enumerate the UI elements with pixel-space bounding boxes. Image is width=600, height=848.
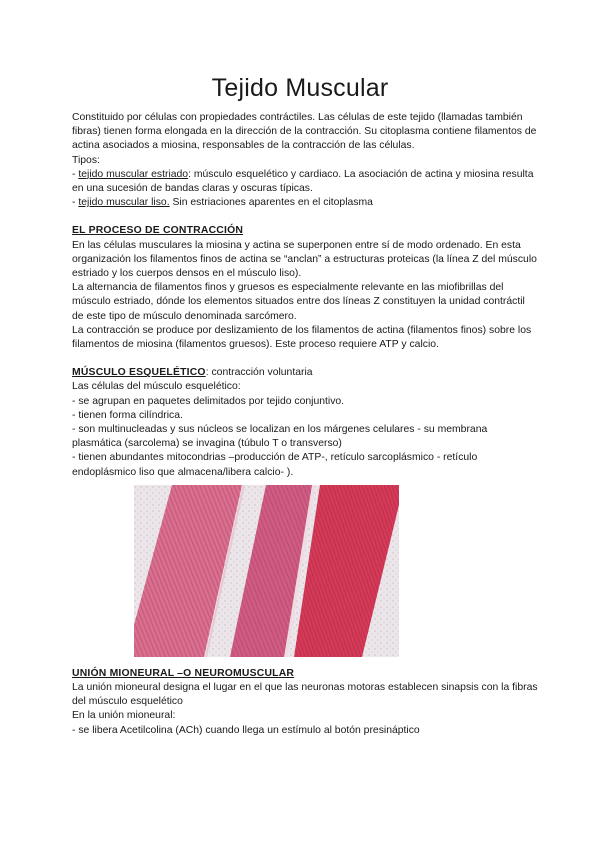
tipos-item-liso xyxy=(72,196,538,210)
contraccion-paragraph-1: En las células musculares la miosina y actina se superponen entre sí de modo ordenado. En esta organización los filamentos finos de actina se “anclan” a estructuras proteicas (la línea Z del músculo estriado y los cuerpos densos en el músculo liso). xyxy=(72,239,537,280)
term-liso: tejido muscular liso. xyxy=(78,197,170,209)
item-prefix: - xyxy=(72,197,79,209)
muscle-micrograph-image xyxy=(134,485,399,657)
term-estriado: tejido muscular estriado xyxy=(78,168,189,180)
intro-paragraph: Constituido por células con propiedades contráctiles. Las células de este tejido (llamadas también fibras) tienen forma elongada en la dirección de la contracción. Su citoplasma contiene filamentos de actina asociados a miosina, responsables de la contracción de las células. xyxy=(72,112,537,152)
union-paragraph-2: En la unión mioneural: xyxy=(72,710,176,722)
tipos-item-estriado xyxy=(72,168,538,196)
contraccion-paragraph-2: La alternancia de filamentos finos y gruesos es especialmente relevante en las miofibrillas del músculo estriado, dónde los elementos situados entre dos líneas Z constituyen la unidad contráctil de este tipo de músculo denominada sarcómero. xyxy=(72,282,525,322)
heading-esqueletico-rest: : contracción voluntaria xyxy=(205,367,313,379)
contraccion-paragraph-3: La contracción se produce por deslizamiento de los filamentos de actina (filamentos finos) sobre los filamentos de miosina (filamentos gruesos). Este proceso requiere ATP y calcio. xyxy=(72,324,532,351)
heading-esqueletico: MÚSCULO ESQUELÉTICO xyxy=(72,367,206,379)
list-item: - son multinucleadas y sus núcleos se localizan en los márgenes celulares - su membrana plasmática (sarcolema) se invagina (túbulo T o transverso) xyxy=(72,424,488,450)
item-text: Sin estriaciones aparentes en el citoplasma xyxy=(169,197,373,209)
list-item: - se agrupan en paquetes delimitados por tejido conjuntivo. xyxy=(72,395,345,407)
esqueletico-intro: Las células del músculo esquelético: xyxy=(72,381,241,393)
list-item: - se libera Acetilcolina (ACh) cuando llega un estímulo al botón presináptico xyxy=(72,724,420,736)
esqueletico-heading-line xyxy=(72,366,538,380)
item-prefix: - xyxy=(72,168,79,180)
document-body xyxy=(72,111,538,738)
union-paragraph-1: La unión mioneural designa el lugar en el que las neuronas motoras establecen sinapsis con la fibras del músculo esquelético xyxy=(72,682,538,708)
list-item: - tienen forma cilíndrica. xyxy=(72,409,183,421)
muscle-micrograph-drawing xyxy=(134,485,399,657)
page-title: Tejido Muscular xyxy=(211,74,389,102)
heading-union: UNIÓN MIONEURAL –O NEUROMUSCULAR xyxy=(72,667,295,679)
tipos-label: Tipos: xyxy=(72,154,100,166)
item-text: : músculo esquelético y cardiaco. La asociación de actina y miosina resulta en una sucesión de bandas claras y oscuras típicas. xyxy=(72,168,534,195)
list-item: - tienen abundantes mitocondrias –producción de ATP-, retículo sarcoplásmico - retículo endoplásmico liso que almacena/libera calcio- ). xyxy=(72,452,478,478)
heading-contraccion: EL PROCESO DE CONTRACCIÓN xyxy=(72,225,244,237)
